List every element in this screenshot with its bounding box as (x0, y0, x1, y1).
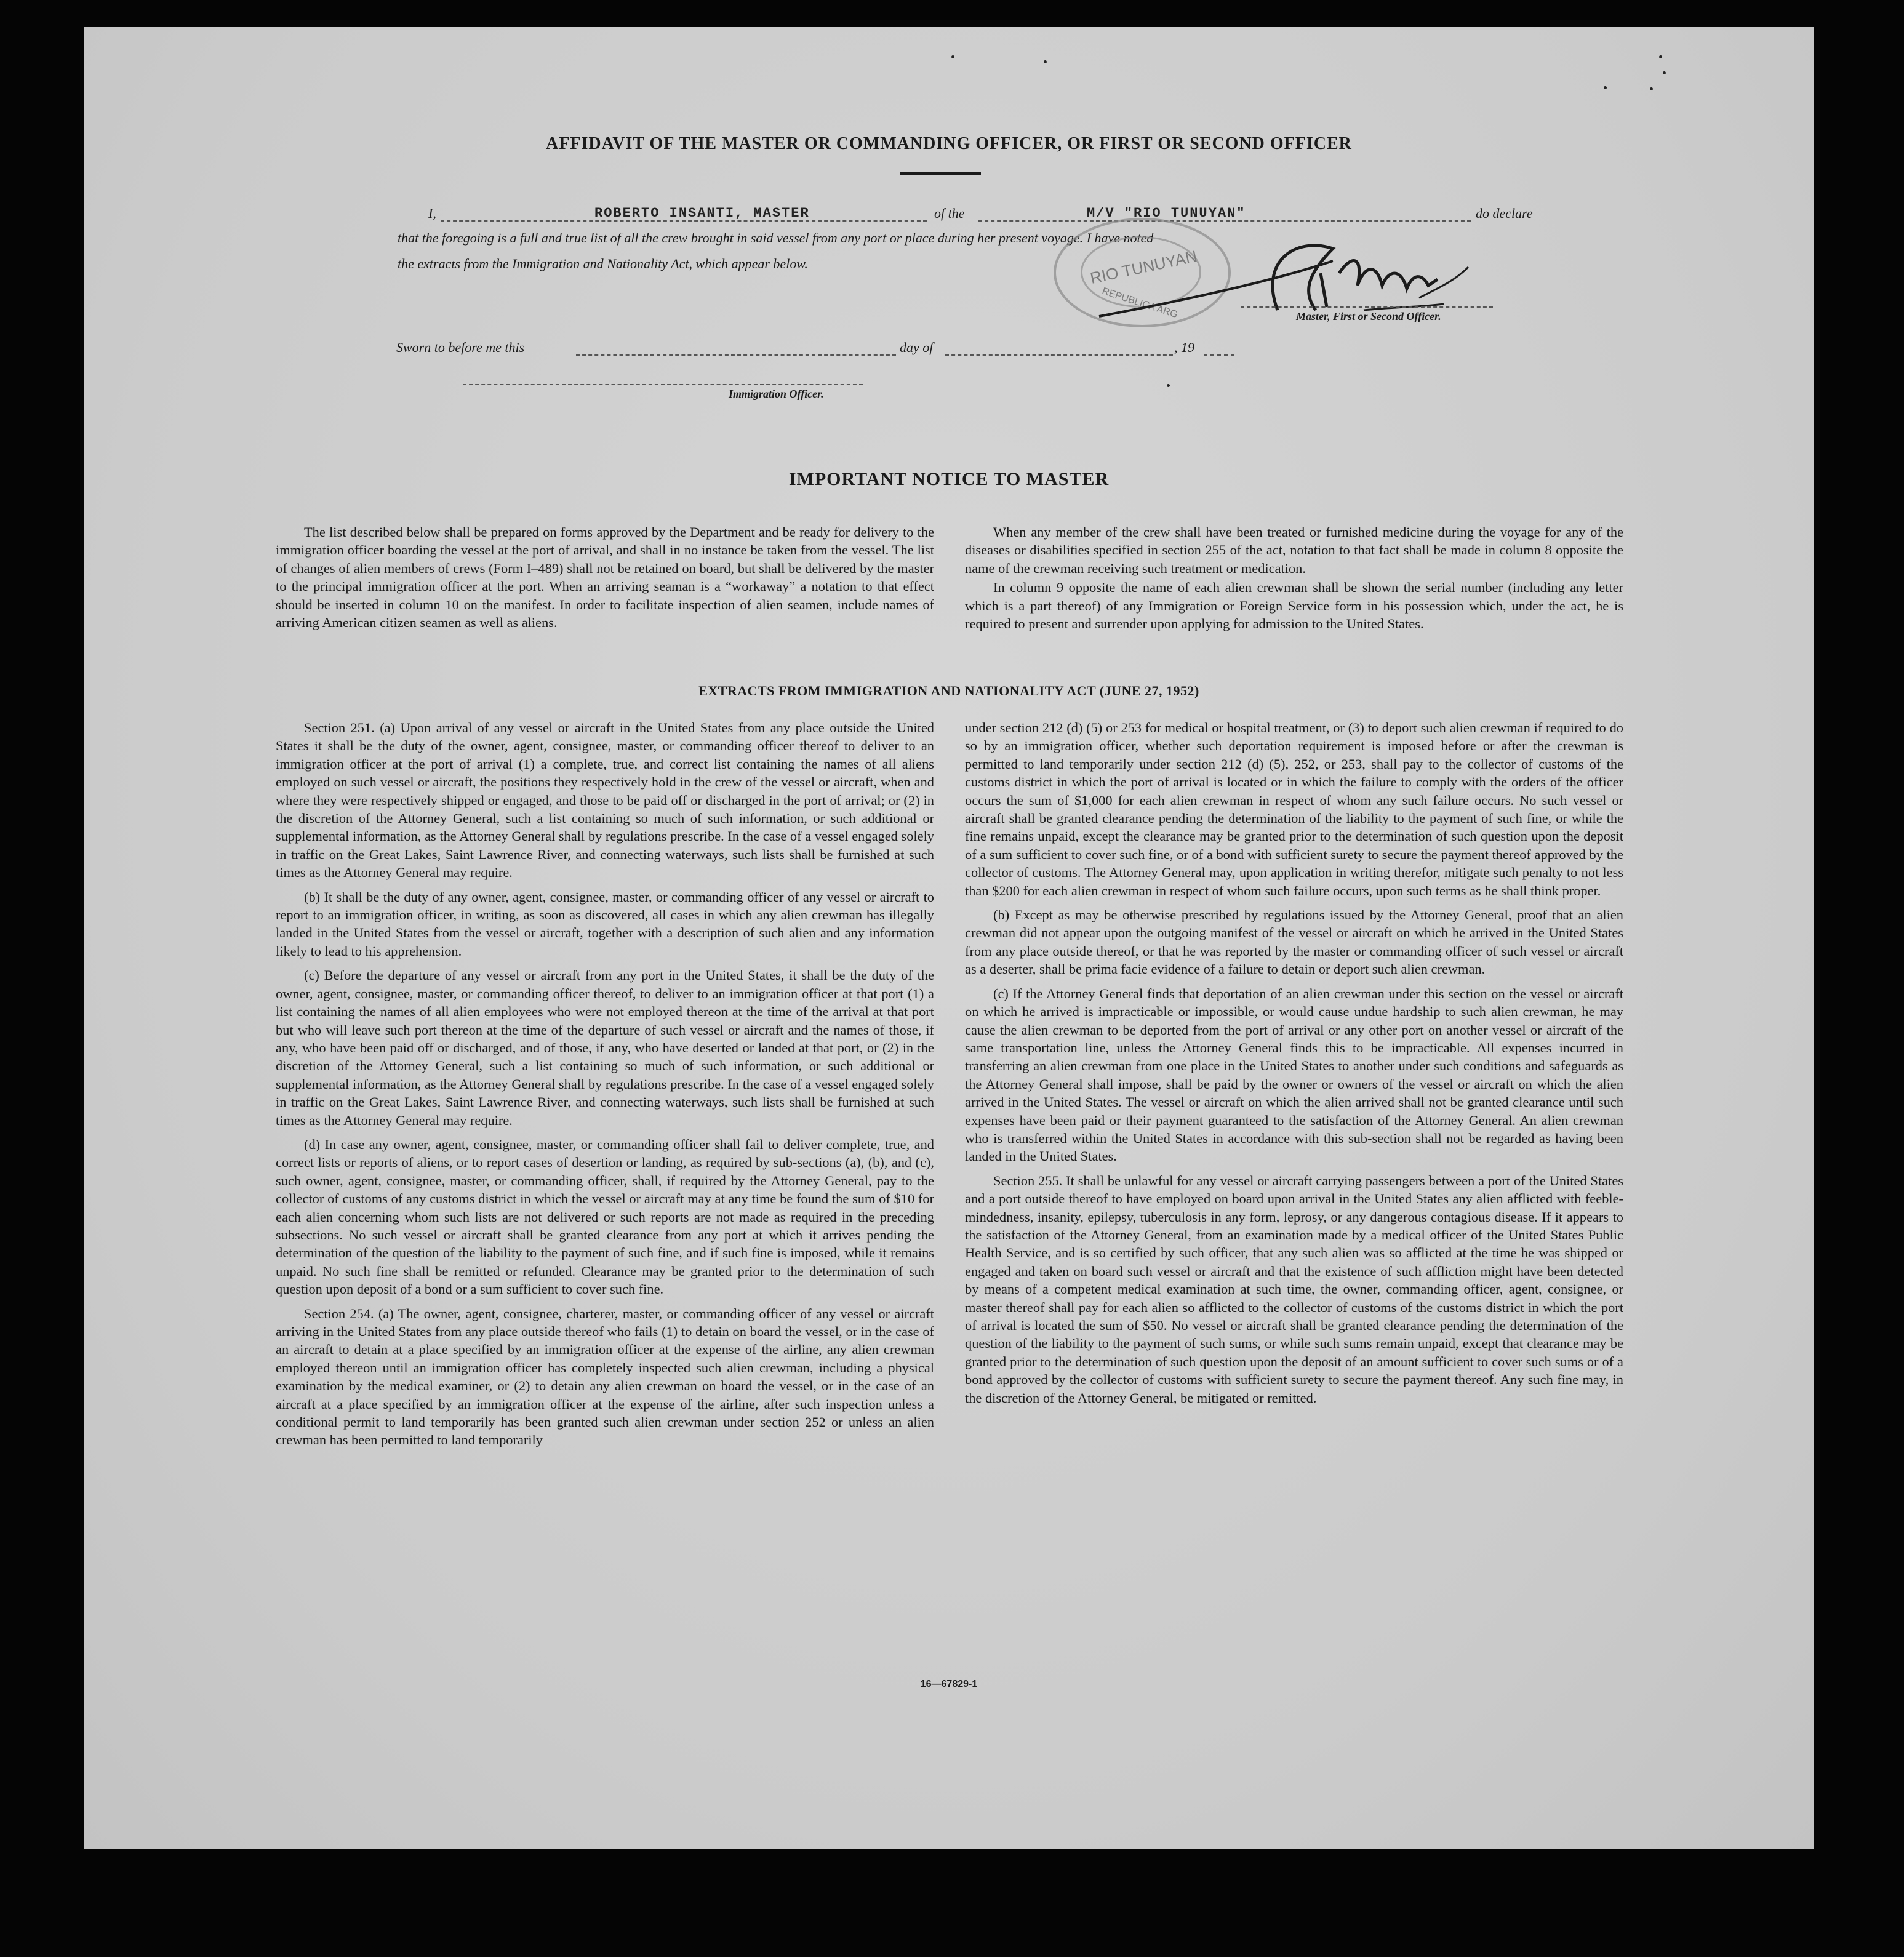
title-rule (900, 172, 981, 175)
section-251d: (d) In case any owner, agent, consignee, master, or commanding officer shall fail to deliver complete, true, and correct lists or reports of aliens, or to report cases of desertion or landing, as required by sub-sections (a), (b), and (c), such owner, agent, consignee, master, or commanding officer, shall, if required by the Attorney General, pay to the collector of customs of any customs district in which the vessel or aircraft may at any time be found the sum of $10 for each alien concerning whom such lists are not delivered or such reports are not made as required in the preceding subsections. No such vessel or aircraft shall be granted clearance from any port at which it arrives pending the determination of the question of the liability to the payment of such fine, and if such fine is imposed, while it remains unpaid. No such fine shall be remitted or refunded. Clearance may be granted prior to the determination of such question upon deposit of a bond or a sum sufficient to cover such fine. (276, 1136, 934, 1297)
section-255: Section 255. It shall be unlawful for any vessel or aircraft carrying passengers between a port of the United States and a port outside thereof to have employed on board upon arrival in the United States any alien afflicted with feeble-mindedness, insanity, epilepsy, tuberculosis in any form, leprosy, or any dangerous contagious disease. If it appears to the satisfaction of the Attorney General, from an examination made by a medical officer of the United States Public Health Service, and is so certified by such officer, that any such alien was so afflicted at the time he was shipped or engaged and taken on board such vessel or aircraft and that the existence of such affliction might have been detected by means of a competent medical examination at such time, the owner, commanding officer, agent, consignee, or master thereof shall pay for each alien so afflicted to the collector of customs of the customs district in which the port of arrival is located the sum of $50. No vessel or aircraft shall be granted clearance pending the determination of the question of the liability to the payment of such sums, or while such sums remain unpaid, except that clearance may be granted prior to the determination of such question upon the deposit of an amount sufficient to cover such sums or of a bond approved by the collector of customs with sufficient surety to secure the payment thereof. Any such fine may, in the discretion of the Attorney General, be mitigated or remitted. (965, 1172, 1623, 1406)
section-254a-continued: under section 212 (d) (5) or 253 for medical or hospital treatment, or (3) to deport such alien crewman if required to do so by an immigration officer, whether such deportation requirement is imposed before or after the crewman is permitted to land temporarily under section 212 (d) (5), 252, or 253, shall pay to the collector of customs of the customs district in which the port of arrival is located or in which the failure to comply with the orders of the officer occurs the sum of $1,000 for each alien crewman in respect of whom any such failure occurs. No such vessel or aircraft shall be granted clearance pending the determination of the liability to the payment of such fine, or while the fine remains unpaid, except the clearance may be granted prior to the determination of such question upon the deposit of a sum sufficient to cover such fine, or of a bond with sufficient surety to secure the payment thereof approved by the collector of customs. The Attorney General may, upon application in writing therefor, mitigate such penalty to not less than $200 for each alien crewman in respect of whom such failure occurs, upon such terms as he shall think proper. (965, 720, 1623, 898)
year-label: , 19 (1174, 340, 1194, 355)
signature-line (1241, 306, 1493, 308)
section-251c: (c) Before the departure of any vessel or aircraft from any port in the United States, it shall be the duty of the owner, agent, consignee, master, or commanding officer thereof, to deliver to an immigration officer at that port (1) a list containing the names of all alien employees who were not employed thereon at the time of the arrival at that port but who will leave such port thereon at the time of the departure of such vessel or aircraft and the names of those, if any, who have been paid off or discharged, and of those, if any, who have deserted or landed at that port, or (2) in the discretion of the Attorney General, such a list containing so much of such information, or such additional or supplemental information, as the Attorney General shall by regulations prescribe. In the case of a vessel engaged solely in traffic on the Great Lakes, Saint Lawrence River, and connecting waterways, such lists shall be furnished at such times as the Attorney General may require. (276, 967, 934, 1128)
section-254c: (c) If the Attorney General finds that deportation of an alien crewman under this section on the vessel or aircraft on which he arrived is impracticable or impossible, or would cause undue hardship to such alien crewman, he may cause the alien crewman to be deported from the port of arrival or any other port on another vessel or aircraft of the same transportation line, unless the Attorney General finds this to be impracticable. All expenses incurred in transferring an alien crewman from one place in the United States to another under such conditions and safeguards as the Attorney General shall impose, shall be paid by the owner or owners of the vessel or aircraft on which the alien arrived in the United States. The vessel or aircraft on which the alien arrived shall not be granted clearance until such expenses have been paid or their payment guaranteed to the satisfaction of the Attorney General. An alien crewman who is transferred within the United States in accordance with this sub-section shall not be regarded as having been landed in the United States. (965, 985, 1623, 1164)
form-number: 16—67829-1 (920, 1679, 978, 1689)
notice-right-paragraph-2: In column 9 opposite the name of each alien crewman shall be shown the serial number (including any letter which is a part thereof) of any Immigration or Foreign Service form in his possession which, under the act, he is required to present and surrender upon applying for admission to the United States. (965, 580, 1623, 632)
i-label: I, (428, 206, 436, 221)
affidavit-title: AFFIDAVIT OF THE MASTER OR COMMANDING OFFICER, OR FIRST OR SECOND OFFICER (546, 134, 1352, 153)
do-declare-label: do declare (1476, 206, 1533, 221)
notice-left-column (276, 523, 934, 638)
notice-right-paragraph-1: When any member of the crew shall have been treated or furnished medicine during the voyage for any of the diseases or disabilities specified in section 255 of the act, notation to that fact shall be made in column 8 opposite the name of the crewman receiving such treatment or medication. (965, 524, 1623, 576)
signature-caption: Master, First or Second Officer. (1296, 310, 1441, 322)
declaration-line-3: the extracts from the Immigration and Nationality Act, which appear below. (398, 256, 808, 271)
notice-right-column (965, 523, 1623, 639)
sworn-month-line (945, 354, 1173, 356)
extracts-title: EXTRACTS FROM IMMIGRATION AND NATIONALITY ACT (JUNE 27, 1952) (698, 683, 1199, 698)
speck (1044, 60, 1047, 63)
officer-caption: Immigration Officer. (729, 388, 824, 400)
master-name-fill: ROBERTO INSANTI, MASTER (594, 206, 810, 221)
speck (951, 55, 954, 58)
officer-line (463, 384, 863, 385)
speck (1659, 55, 1662, 58)
document-page (84, 27, 1814, 1849)
speck (1604, 86, 1607, 89)
notice-title: IMPORTANT NOTICE TO MASTER (788, 469, 1110, 489)
declaration-line-2: that the foregoing is a full and true list of all the crew brought in said vessel from any port or place during her present voyage. I have noted (398, 230, 1154, 246)
day-of-label: day of (900, 340, 934, 355)
sworn-label: Sworn to before me this (396, 340, 525, 355)
speck (1663, 71, 1666, 74)
speck (1650, 87, 1653, 90)
extracts-right-column (965, 719, 1623, 1413)
sworn-day-line (576, 354, 896, 356)
vessel-name-fill: M/V "RIO TUNUYAN" (1087, 206, 1246, 221)
stamp-ring-text: REPUBLICA ARG (1100, 286, 1179, 321)
stamp-text: RIO TUNUYAN (1088, 246, 1199, 288)
year-line (1204, 354, 1234, 356)
section-251b: (b) It shall be the duty of any owner, agent, consignee, master, or commanding officer of any vessel or aircraft to report to an immigration officer, in writing, as soon as discovered, all cases in which any alien crewman has illegally landed in the United States from the vessel or aircraft, together with a description of such alien and any information likely to lead to his apprehension. (276, 889, 934, 959)
extracts-left-column (276, 719, 934, 1455)
notice-left-paragraph: The list described below shall be prepared on forms approved by the Department and be ready for delivery to the immigration officer boarding the vessel at the port of arrival, and shall in no instance be taken from the vessel. The list of changes of alien members of crews (Form I–489) shall not be retained on board, but shall be delivered by the master to the principal immigration officer at the port. When an arriving seaman is a “workaway” a notation to that effect should be inserted in column 10 on the manifest. In order to facilitate inspection of alien seamen, include names of arriving American citizen seamen as well as aliens. (276, 524, 934, 631)
speck (1167, 384, 1170, 387)
of-the-label: of the (934, 206, 965, 221)
section-254b: (b) Except as may be otherwise prescribed by regulations issued by the Attorney General, proof that an alien crewman did not appear upon the outgoing manifest of the vessel or aircraft on which he arrived in the United States from any place outside thereof, or that he was reported by the master or commanding officer of such vessel or aircraft as a deserter, shall be prima facie evidence of a failure to detain or deport such alien crewman. (965, 907, 1623, 977)
section-251a: Section 251. (a) Upon arrival of any vessel or aircraft in the United States from any place outside the United States it shall be the duty of the owner, agent, consignee, master, or commanding officer thereof to deliver to an immigration officer at the port of arrival (1) a complete, true, and correct list containing the names of all aliens employed on such vessel or aircraft, the positions they respectively hold in the crew of the vessel or aircraft, when and where they were respectively shipped or engaged, and those to be paid off or discharged in the port of arrival; or (2) in the discretion of the Attorney General, such a list containing so much of such information, or such additional or supplemental information, as the Attorney General shall by regulations prescribe. In the case of a vessel engaged solely in traffic on the Great Lakes, Saint Lawrence River, and connecting waterways, such lists shall be furnished at such times as the Attorney General may require. (276, 720, 934, 881)
section-254a: Section 254. (a) The owner, agent, consignee, charterer, master, or commanding officer of any vessel or aircraft arriving in the United States from any place outside thereof who fails (1) to detain on board the vessel, or in the case of an aircraft to detain at a place specified by an immigration officer at the expense of the airline, any alien crewman employed thereon until an immigration officer has completely inspected such alien crewman, including a physical examination by the medical examiner, or (2) to detain any alien crewman on board the vessel, or in the case of an aircraft at a place specified by an immigration officer at the expense of the airline, after such inspection unless a conditional permit to land temporarily has been granted such alien crewman under section 252 or unless an alien crewman has been permitted to land temporarily (276, 1305, 934, 1448)
